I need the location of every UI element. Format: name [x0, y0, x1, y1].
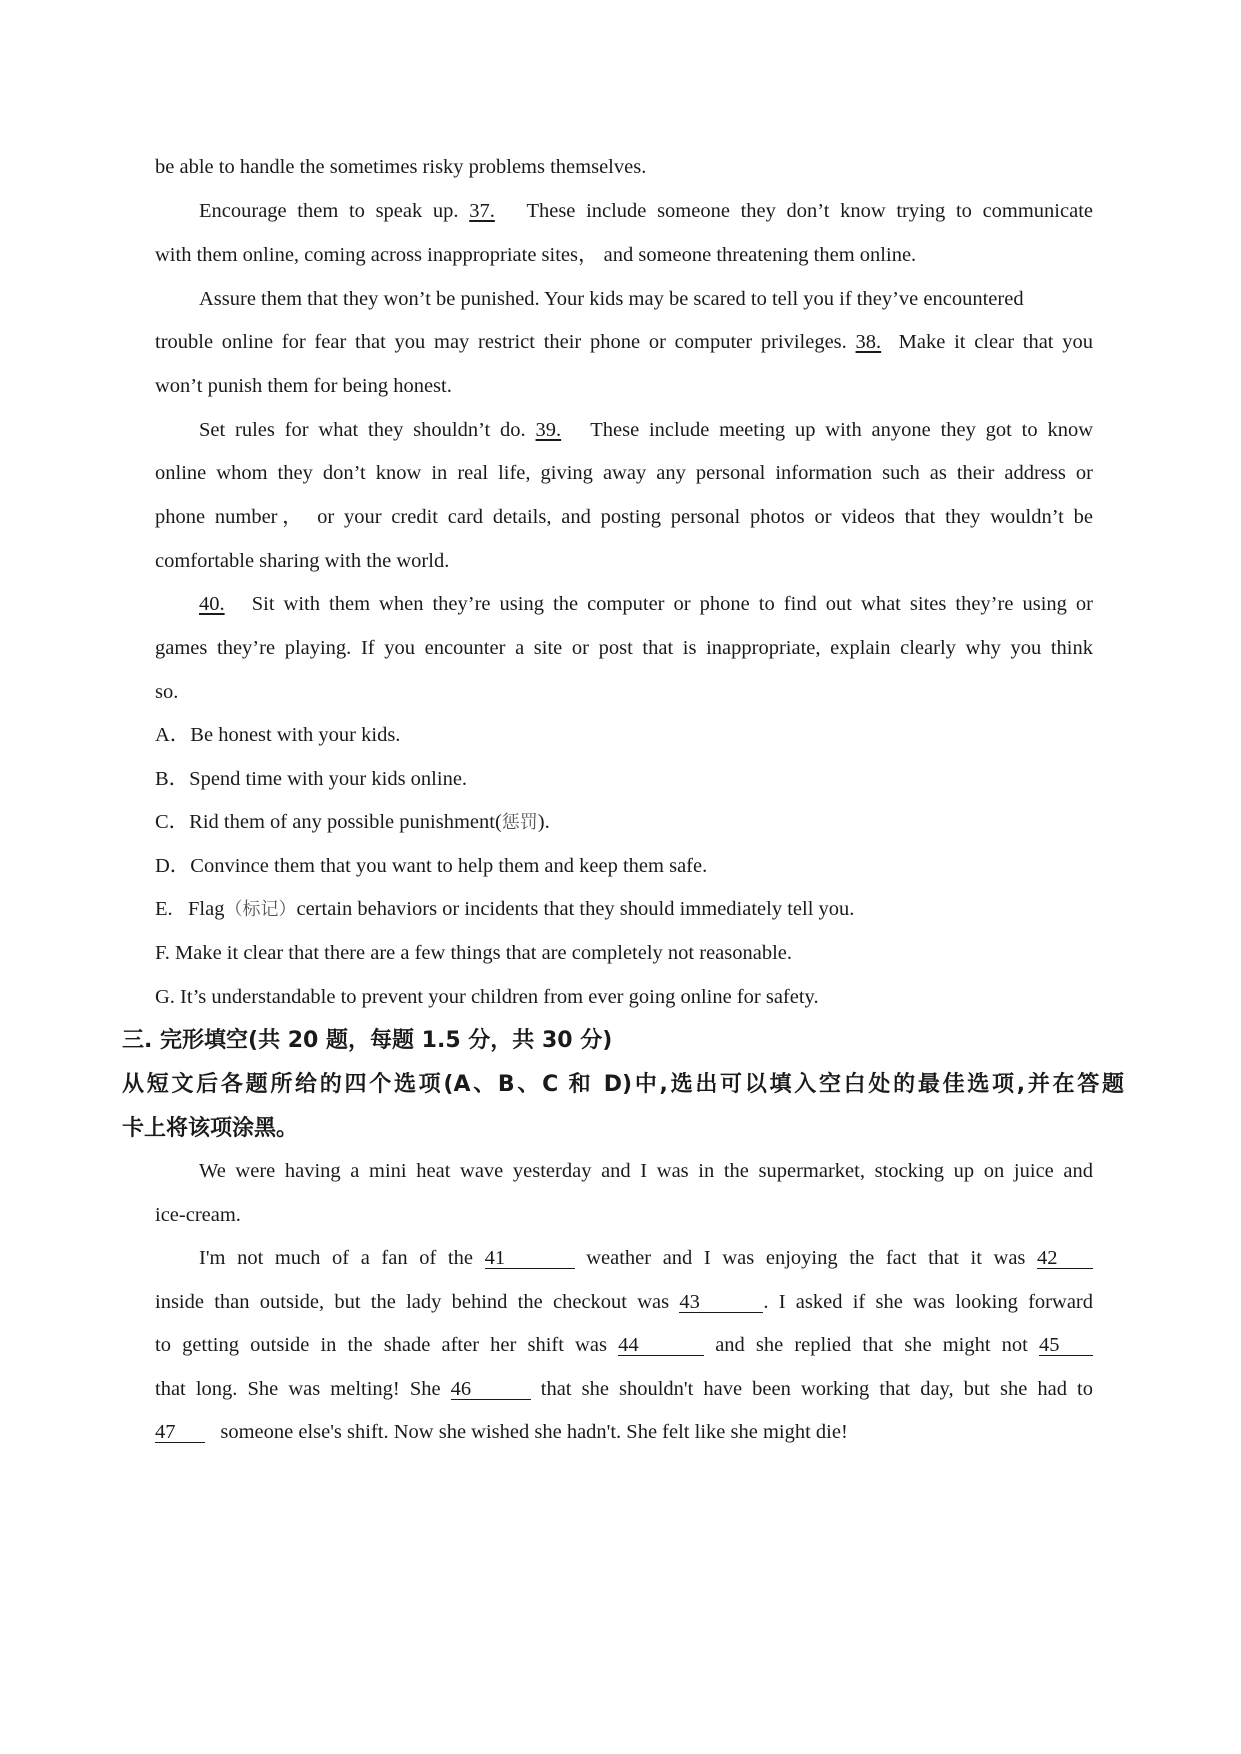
option-text: C．Rid them of any possible punishment( — [155, 811, 502, 833]
passage-line: games they’re playing. If you encounter a site or post that is inappropriate, explain clearly why you think — [155, 637, 1093, 659]
blank-38: 38. — [855, 331, 882, 353]
passage-text: Set rules for what they shouldn’t do. — [199, 419, 526, 441]
blank-42: 42 — [1037, 1248, 1093, 1269]
cloze-text: and she replied that she might not — [715, 1334, 1028, 1356]
blank-43: 43 — [679, 1292, 763, 1313]
passage-text: Make it clear that you — [898, 331, 1093, 353]
blank-40: 40. — [199, 593, 225, 615]
option-a: A．Be honest with your kids. — [155, 724, 401, 746]
option-text: E. Flag — [155, 898, 225, 920]
blank-45: 45 — [1039, 1335, 1093, 1356]
passage-line-q39 — [199, 418, 1093, 442]
option-d: D．Convince them that you want to help them and keep them safe. — [155, 855, 708, 877]
passage-line: comfortable sharing with the world. — [155, 550, 450, 572]
cloze-line — [155, 1377, 1093, 1401]
cloze-line — [155, 1290, 1093, 1314]
passage-line: with them online, coming across inappropriate sites， and someone threatening them online. — [155, 244, 917, 266]
section-instructions: 从短文后各题所给的四个选项(A、B、C 和 D)中,选出可以填入空白处的最佳选项,并在答题 — [122, 1072, 1124, 1097]
cloze-text: that she shouldn't have been working that day, but she had to — [540, 1378, 1094, 1400]
option-b: B．Spend time with your kids online. — [155, 768, 468, 790]
blank-47: 47 — [155, 1422, 205, 1443]
passage-text: Sit with them when they’re using the computer or phone to find out what sites they’re using or — [251, 593, 1093, 615]
cloze-text: I'm not much of a fan of the — [199, 1247, 473, 1269]
cloze-text: someone else's shift. Now she wished she hadn't. She felt like she might die! — [220, 1421, 848, 1443]
passage-line: online whom they don’t know in real life, giving away any personal information such as their address or — [155, 462, 1093, 484]
passage-line: won’t punish them for being honest. — [155, 375, 452, 397]
cloze-line: We were having a mini heat wave yesterday and I was in the supermarket, stocking up on juice and — [199, 1160, 1093, 1182]
blank-41: 41 — [485, 1248, 575, 1269]
passage-line-q40 — [199, 592, 1093, 616]
cloze-text: . I asked if she was looking forward — [763, 1291, 1093, 1313]
passage-text: These include someone they don’t know trying to communicate — [526, 200, 1093, 222]
cloze-text: weather and I was enjoying the fact that it was — [586, 1247, 1026, 1269]
option-g: G. It’s understandable to prevent your children from ever going online for safety. — [155, 986, 819, 1008]
section-title: 三. 完形填空(共 20 题，每题 1.5 分，共 30 分) — [122, 1028, 613, 1053]
blank-37: 37. — [469, 200, 495, 222]
cloze-line: ice-cream. — [155, 1204, 241, 1226]
passage-line: be able to handle the sometimes risky problems themselves. — [155, 156, 647, 178]
cloze-text: that long. She was melting! She — [155, 1378, 441, 1400]
passage-text: trouble online for fear that you may restrict their phone or computer privileges. — [155, 331, 847, 353]
cloze-text: inside than outside, but the lady behind the checkout was — [155, 1291, 670, 1313]
option-gloss: 惩罚 — [501, 812, 538, 833]
cloze-line — [155, 1420, 848, 1444]
option-text: certain behaviors or incidents that they should immediately tell you. — [296, 898, 855, 920]
passage-line-q37 — [199, 199, 1093, 223]
option-c — [155, 810, 550, 835]
blank-44: 44 — [618, 1335, 704, 1356]
passage-line: so. — [155, 681, 179, 703]
option-text: ). — [537, 811, 550, 833]
passage-text: Encourage them to speak up. — [199, 200, 459, 222]
passage-line: Assure them that they won’t be punished. Your kids may be scared to tell you if they’ve encountered — [199, 288, 1024, 310]
cloze-text: to getting outside in the shade after her shift was — [155, 1334, 607, 1356]
option-gloss: （标记） — [224, 899, 297, 920]
blank-39: 39. — [535, 419, 562, 441]
passage-line-q38 — [155, 330, 1093, 354]
passage-line: phone number， or your credit card details, and posting personal photos or videos that they wouldn’t be — [155, 506, 1093, 528]
cloze-line — [155, 1333, 1093, 1357]
passage-text: These include meeting up with anyone they got to know — [590, 419, 1094, 441]
option-e — [155, 897, 854, 922]
option-f: F. Make it clear that there are a few things that are completely not reasonable. — [155, 942, 793, 964]
cloze-line — [199, 1246, 1093, 1270]
section-instructions-cont: 卡上将该项涂黑。 — [122, 1116, 299, 1141]
blank-46: 46 — [451, 1379, 531, 1400]
